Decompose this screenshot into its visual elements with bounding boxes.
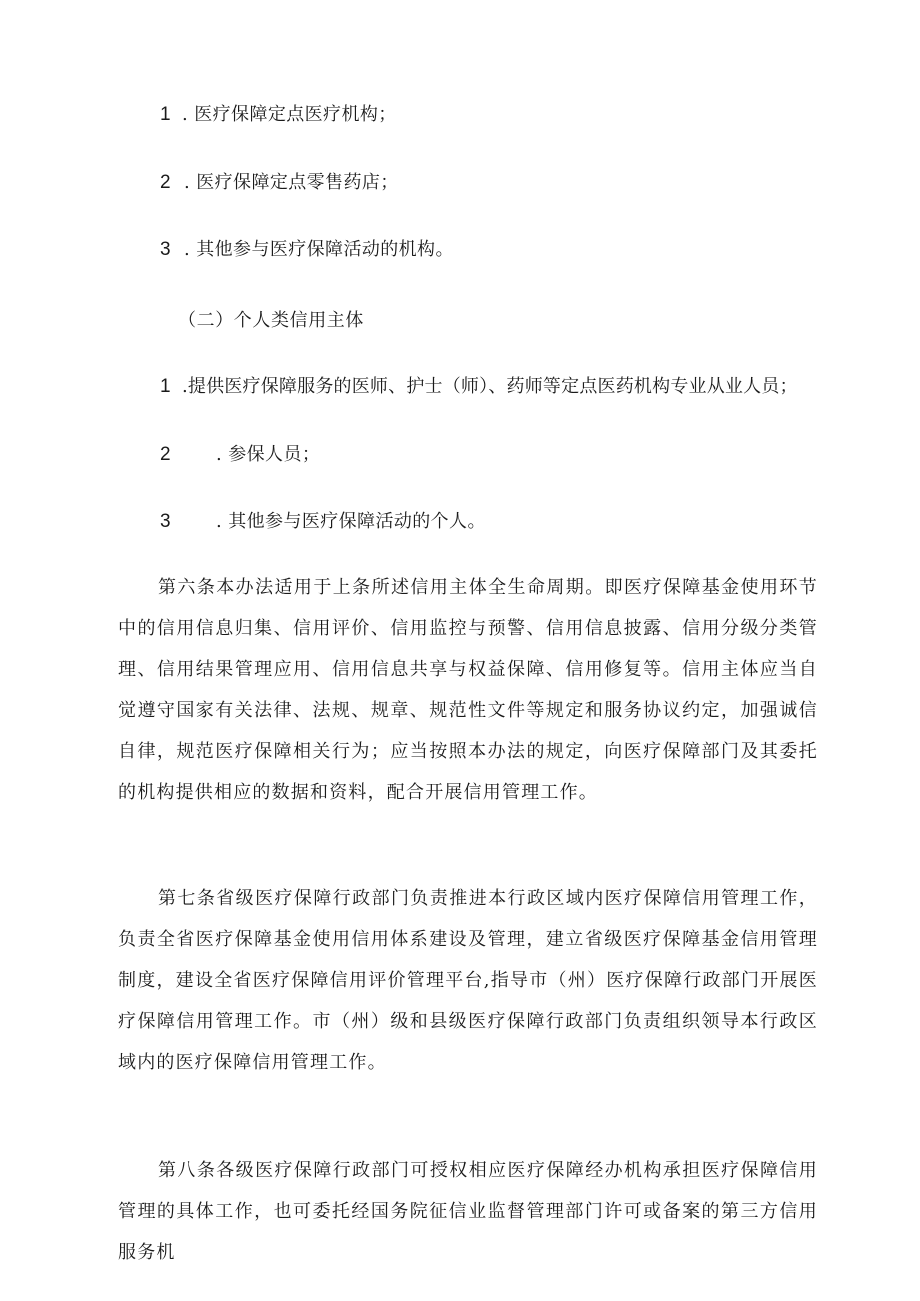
list-number: 3 [160,239,171,260]
list-number: 2 [160,444,171,465]
list-text: .提供医疗保障服务的医师、护士（师）、药师等定点医药机构专业从业人员； [182,376,798,397]
list-item-institution-2 [160,171,399,195]
list-text: . 其他参与医疗保障活动的个人。 [216,511,486,532]
article-7-paragraph: 第七条省级医疗保障行政部门负责推进本行政区域内医疗保障信用管理工作，负责全省医疗保障基金使用信用体系建设及管理，建立省级医疗保障基金信用管理制度，建设全省医疗保障信用评价管理平台,指导市（州）医疗保障行政部门开展医疗保障信用管理工作。市（州）级和县级医疗保障行政部门负责组织领导本行政区域内的医疗保障信用管理工作。 [118,888,818,1073]
list-item-individual-1 [160,375,798,399]
list-number: 3 [160,511,171,532]
list-text: . 医疗保障定点零售药店； [184,172,399,193]
list-text: . 其他参与医疗保障活动的机构。 [184,239,454,260]
list-item-institution-1 [160,103,397,127]
list-item-institution-3 [160,238,454,262]
article-8-paragraph: 第八条各级医疗保障行政部门可授权相应医疗保障经办机构承担医疗保障信用管理的具体工作，也可委托经国务院征信业监督管理部门许可或备案的第三方信用服务机 [118,1160,818,1263]
list-number: 1 [160,104,171,125]
list-item-individual-2 [160,443,320,467]
list-text: . 医疗保障定点医疗机构； [182,104,397,125]
list-number: 2 [160,172,171,193]
section-heading-individual: （二）个人类信用主体 [178,310,364,331]
article-6-paragraph: 第六条本办法适用于上条所述信用主体全生命周期。即医疗保障基金使用环节中的信用信息归集、信用评价、信用监控与预警、信用信息披露、信用分级分类管理、信用结果管理应用、信用信息共享与权益保障、信用修复等。信用主体应当自觉遵守国家有关法律、法规、规章、规范性文件等规定和服务协议约定，加强诚信自律，规范医疗保障相关行为；应当按照本办法的规定，向医疗保障部门及其委托的机构提供相应的数据和资料，配合开展信用管理工作。 [118,577,818,803]
list-number: 1 [160,376,171,397]
list-text: . 参保人员； [216,444,321,465]
list-item-individual-3 [160,510,486,534]
